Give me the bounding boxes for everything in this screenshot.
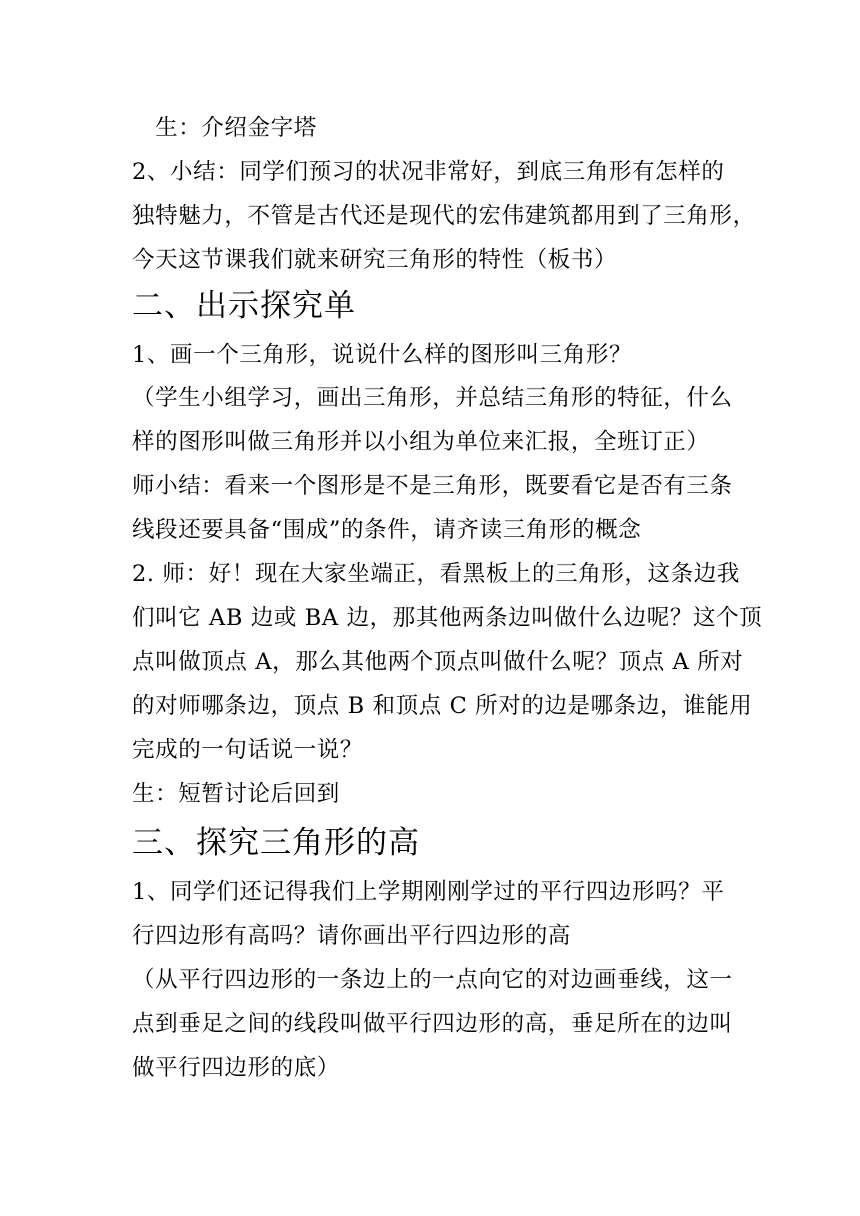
text-line: 2、小结：同学们预习的状况非常好，到底三角形有怎样的 xyxy=(132,159,725,185)
text-line: 行四边形有高吗？请你画出平行四边形的高 xyxy=(132,923,571,949)
text-line: 1、画一个三角形，说说什么样的图形叫三角形？ xyxy=(132,342,633,368)
section-heading: 二、出示探究单 xyxy=(132,288,356,324)
text-line: 们叫它 AB 边或 BA 边，那其他两条边叫做什么边呢？这个顶 xyxy=(132,605,763,631)
section-heading: 三、探究三角形的高 xyxy=(132,825,420,861)
text-line: 生：介绍金字塔 xyxy=(132,115,317,141)
text-line: （学生小组学习，画出三角形，并总结三角形的特征，什么 xyxy=(132,385,733,411)
text-line: 今天这节课我们就来研究三角形的特性（板书） xyxy=(132,247,618,273)
text-line: 1、同学们还记得我们上学期刚刚学过的平行四边形吗？平 xyxy=(132,879,725,905)
text-line: 的对师哪条边，顶点 B 和顶点 C 所对的边是哪条边，谁能用 xyxy=(132,693,753,719)
text-line: 做平行四边形的底） xyxy=(132,1055,340,1081)
text-line: 独特魅力，不管是古代还是现代的宏伟建筑都用到了三角形， xyxy=(132,203,756,229)
text-line: 点到垂足之间的线段叫做平行四边形的高，垂足所在的边叫 xyxy=(132,1011,733,1037)
text-line: 样的图形叫做三角形并以小组为单位来汇报，全班订正） xyxy=(132,429,710,455)
text-line: （从平行四边形的一条边上的一点向它的对边画垂线，这一 xyxy=(132,967,733,993)
text-line: 师小结：看来一个图形是不是三角形，既要看它是否有三条 xyxy=(132,473,733,499)
text-line: 2. 师：好！现在大家坐端正，看黑板上的三角形，这条边我 xyxy=(132,561,740,587)
text-line: 点叫做顶点 A，那么其他两个顶点叫做什么呢？顶点 A 所对 xyxy=(132,649,744,675)
text-line: 生：短暂讨论后回到 xyxy=(132,781,340,807)
text-line: 线段还要具备“围成”的条件，请齐读三角形的概念 xyxy=(132,517,642,543)
text-line: 完成的一句话说一说？ xyxy=(132,737,364,763)
